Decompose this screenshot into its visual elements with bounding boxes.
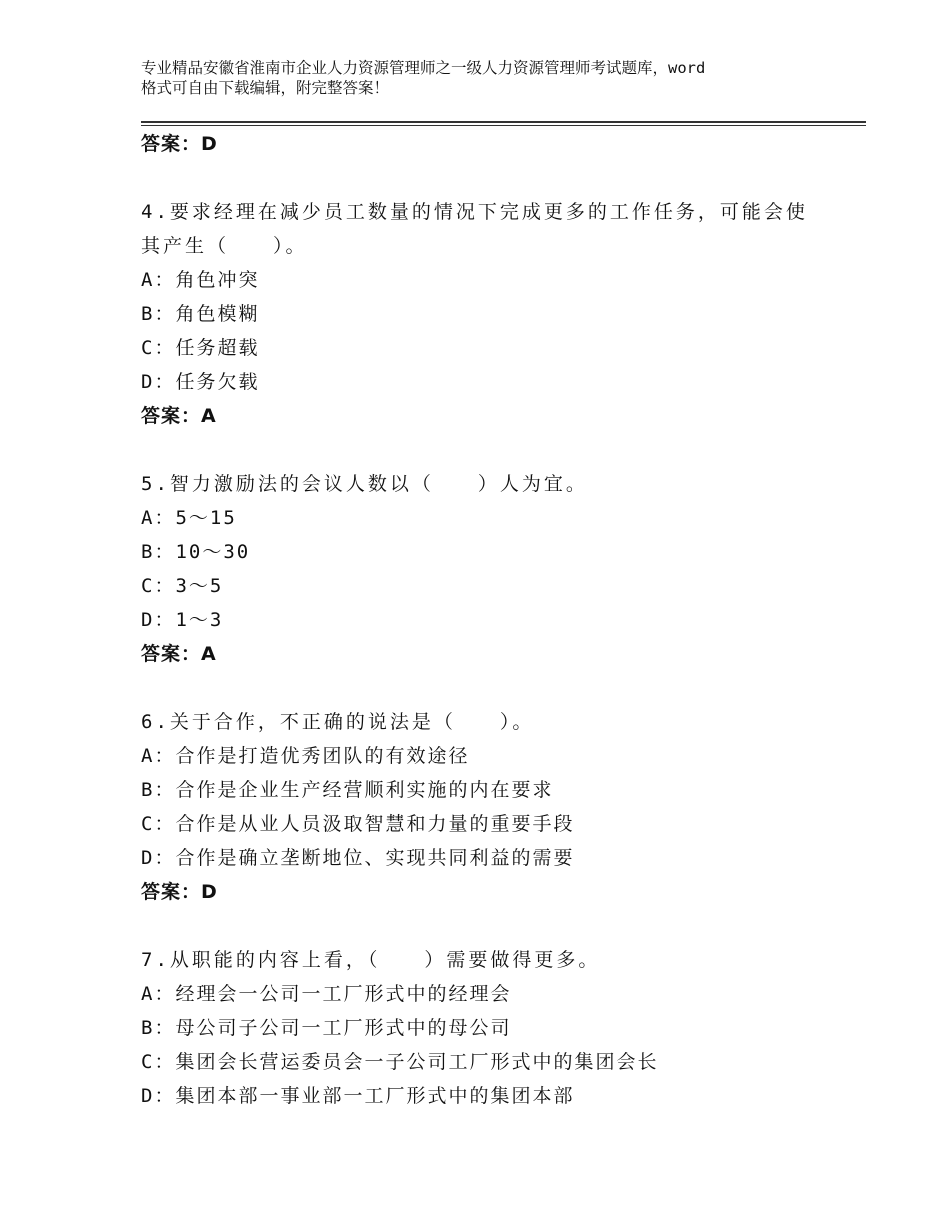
document-header bbox=[141, 58, 841, 98]
question-text: 6.关于合作，不正确的说法是（ ）。 bbox=[141, 711, 535, 733]
question-text: 7.从职能的内容上看，（ ）需要做得更多。 bbox=[141, 949, 601, 971]
header-divider-thin bbox=[141, 125, 866, 126]
option-d: D：集团本部一事业部一工厂形式中的集团本部 bbox=[141, 1085, 575, 1107]
question-block bbox=[141, 195, 866, 433]
option-b: B：合作是企业生产经营顺利实施的内在要求 bbox=[141, 779, 554, 801]
header-line: 格式可自由下载编辑，附完整答案！ bbox=[141, 79, 390, 97]
option-c: C：集团会长营运委员会一子公司工厂形式中的集团会长 bbox=[141, 1051, 659, 1073]
answer-line: 答案：A bbox=[141, 405, 217, 427]
question-text: 5.智力激励法的会议人数以（ ）人为宜。 bbox=[141, 473, 588, 495]
document-body bbox=[141, 127, 866, 1113]
option-a: A：角色冲突 bbox=[141, 269, 260, 291]
option-b: B：母公司子公司一工厂形式中的母公司 bbox=[141, 1017, 512, 1039]
question-text: 4.要求经理在减少员工数量的情况下完成更多的工作任务，可能会使 bbox=[141, 201, 808, 223]
question-block bbox=[141, 705, 866, 909]
answer-line: 答案：D bbox=[141, 881, 218, 903]
option-a: A：5～15 bbox=[141, 507, 237, 529]
option-d: D：合作是确立垄断地位、实现共同利益的需要 bbox=[141, 847, 575, 869]
answer-line: 答案：D bbox=[141, 133, 218, 155]
option-b: B：角色模糊 bbox=[141, 303, 260, 325]
option-c: C：合作是从业人员汲取智慧和力量的重要手段 bbox=[141, 813, 575, 835]
question-block bbox=[141, 943, 866, 1113]
option-c: C：任务超载 bbox=[141, 337, 260, 359]
option-a: A：合作是打造优秀团队的有效途径 bbox=[141, 745, 470, 767]
question-block bbox=[141, 467, 866, 671]
question-text: 其产生（ ）。 bbox=[141, 235, 308, 257]
option-a: A：经理会一公司一工厂形式中的经理会 bbox=[141, 983, 512, 1005]
option-c: C：3～5 bbox=[141, 575, 224, 597]
header-line: 专业精品安徽省淮南市企业人力资源管理师之一级人力资源管理师考试题库，word bbox=[141, 59, 706, 77]
option-d: D：任务欠载 bbox=[141, 371, 260, 393]
answer-line: 答案：A bbox=[141, 643, 217, 665]
option-d: D：1～3 bbox=[141, 609, 224, 631]
header-divider bbox=[141, 121, 866, 123]
option-b: B：10～30 bbox=[141, 541, 251, 563]
